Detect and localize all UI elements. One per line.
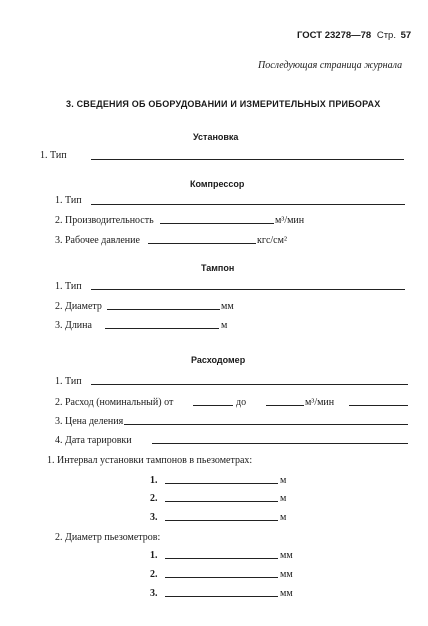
piezometers-label: 2. Диаметр пьезометров:	[55, 532, 161, 543]
interval-item-unit: м	[280, 512, 287, 523]
packer-length-unit: м	[221, 320, 228, 331]
compressor-heading: Компрессор	[190, 179, 245, 189]
flowmeter-calibration-line	[152, 443, 408, 444]
installation-heading: Установка	[193, 132, 239, 142]
interval-item-number: 1.	[150, 475, 158, 486]
continuation-note: Последующая страница журнала	[258, 60, 403, 71]
piezometer-item-line	[165, 596, 278, 597]
standard-number: ГОСТ 23278—78	[297, 30, 372, 41]
intervals-label: 1. Интервал установки тампонов в пьезометрах:	[47, 455, 253, 466]
flowmeter-division-label: 3. Цена деления	[55, 416, 124, 427]
page-label: Стр.	[376, 30, 396, 41]
compressor-capacity-unit: м³/мин	[275, 215, 305, 226]
compressor-pressure-line	[148, 243, 256, 244]
flowmeter-flow-to: до	[236, 397, 247, 408]
section-title: 3. СВЕДЕНИЯ ОБ ОБОРУДОВАНИИ И ИЗМЕРИТЕЛЬНЫХ ПРИБОРАХ	[66, 99, 381, 109]
compressor-capacity-line	[160, 223, 274, 224]
flowmeter-division-line	[124, 424, 408, 425]
packer-diameter-unit: мм	[221, 301, 234, 312]
flowmeter-calibration-label: 4. Дата тарировки	[55, 435, 132, 446]
packer-length-label: 3. Длина	[55, 320, 92, 331]
packer-type-label: 1. Тип	[55, 281, 82, 292]
installation-type-line	[91, 159, 404, 160]
interval-item-unit: м	[280, 475, 287, 486]
interval-item-line	[165, 501, 278, 502]
page-number: 57	[400, 30, 412, 41]
piezometer-item-line	[165, 577, 278, 578]
interval-item-number: 2.	[150, 493, 158, 504]
interval-item-unit: м	[280, 493, 287, 504]
packer-heading: Тампон	[201, 263, 235, 273]
flowmeter-type-label: 1. Тип	[55, 376, 82, 387]
installation-type-label: 1. Тип	[40, 150, 67, 161]
flowmeter-flow-label: 2. Расход (номинальный) от	[55, 397, 174, 408]
piezometer-item-unit: мм	[280, 550, 293, 561]
piezometer-item-unit: мм	[280, 588, 293, 599]
compressor-type-label: 1. Тип	[55, 195, 82, 206]
piezometer-item-number: 2.	[150, 569, 158, 580]
page-header	[297, 30, 411, 41]
piezometer-item-number: 1.	[150, 550, 158, 561]
flowmeter-flow-unit: м³/мин	[305, 397, 335, 408]
flowmeter-heading: Расходомер	[191, 355, 246, 365]
flowmeter-type-line	[91, 384, 408, 385]
packer-diameter-label: 2. Диаметр	[55, 301, 102, 312]
interval-item-line	[165, 520, 278, 521]
flowmeter-flow-from-line	[193, 405, 233, 406]
interval-item-line	[165, 483, 278, 484]
compressor-capacity-label: 2. Производительность	[55, 215, 154, 226]
piezometer-item-line	[165, 558, 278, 559]
compressor-type-line	[91, 204, 405, 205]
piezometer-item-unit: мм	[280, 569, 293, 580]
packer-length-line	[105, 328, 219, 329]
flowmeter-flow-extra-line	[349, 405, 408, 406]
interval-item-number: 3.	[150, 512, 158, 523]
flowmeter-flow-to-line	[266, 405, 304, 406]
packer-diameter-line	[107, 309, 220, 310]
compressor-pressure-unit: кгс/см²	[257, 235, 287, 246]
compressor-pressure-label: 3. Рабочее давление	[55, 235, 140, 246]
packer-type-line	[91, 289, 405, 290]
piezometer-item-number: 3.	[150, 588, 158, 599]
